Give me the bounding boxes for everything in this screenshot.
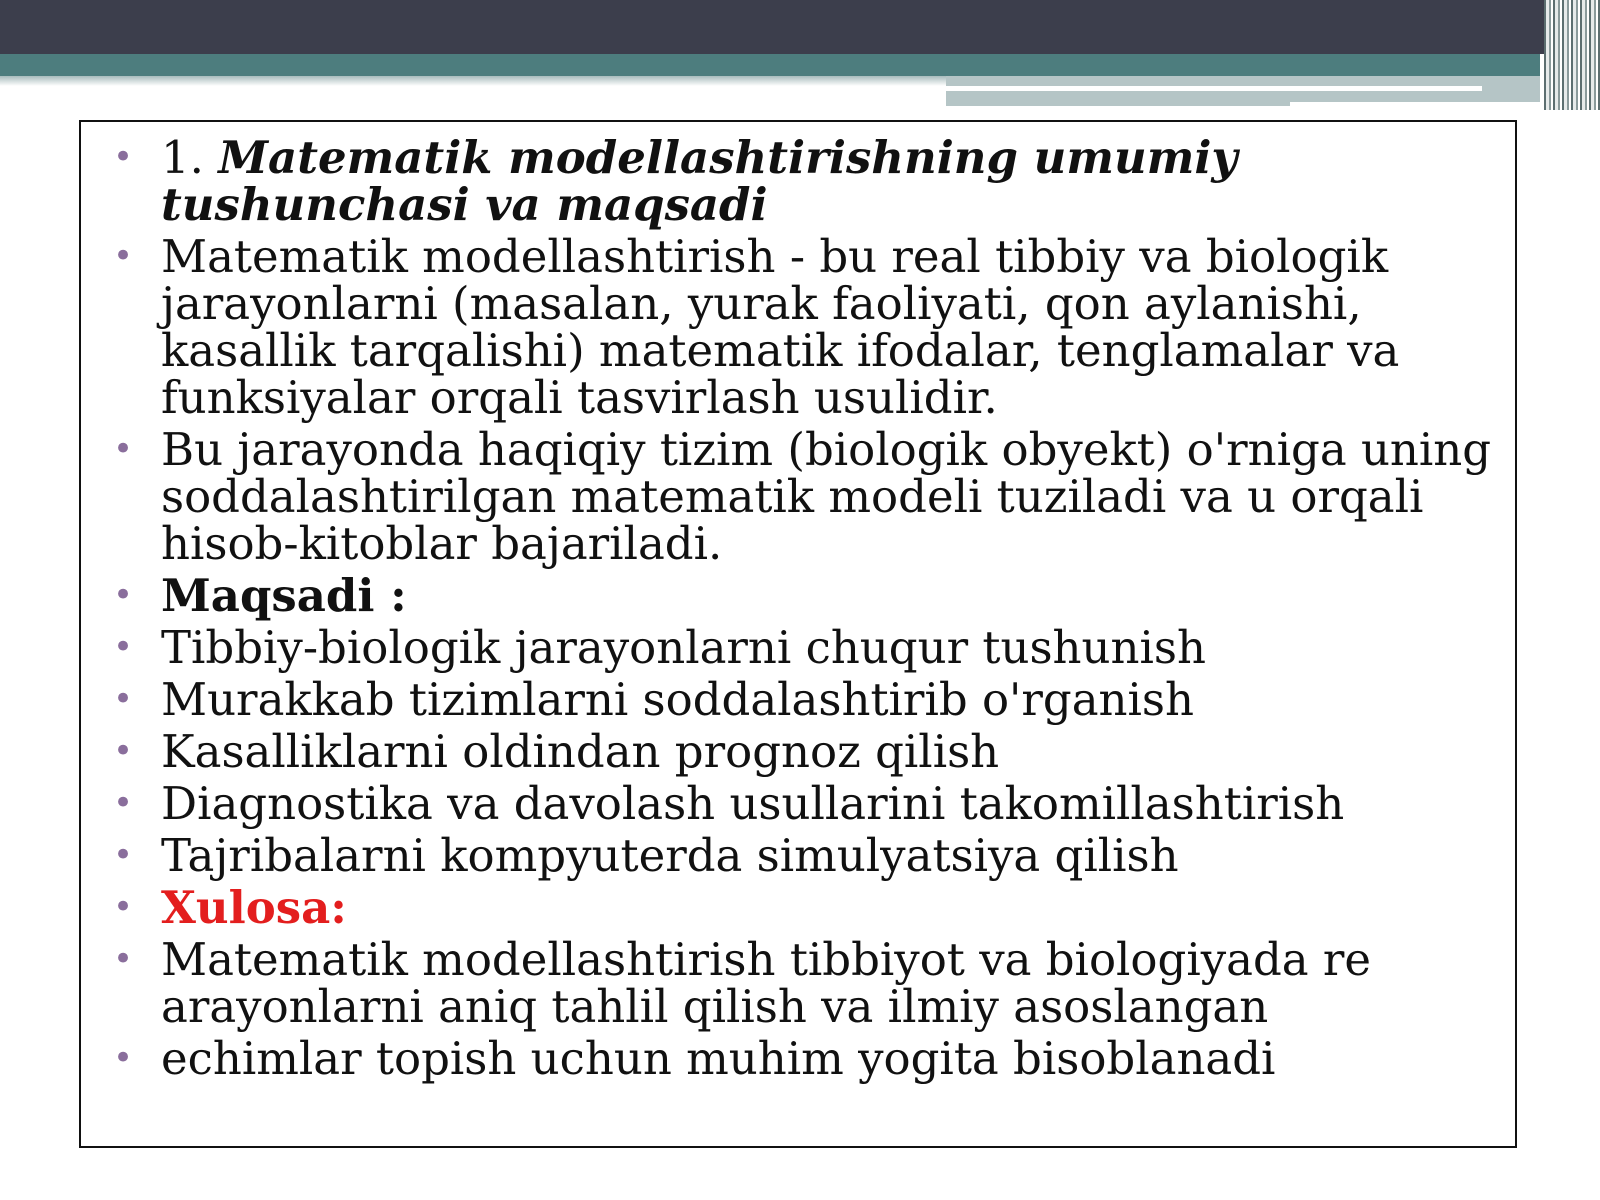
top-banner-stripe: [0, 54, 1540, 76]
bullet-icon: •: [113, 1038, 134, 1078]
bullet-icon: •: [113, 835, 134, 875]
bullet-icon: •: [113, 783, 134, 823]
bullet-icon: •: [113, 731, 134, 771]
list-item-conclusion-heading: [113, 881, 1493, 934]
heading-title: Matematik modellashtirishning umumiy tushunchasi va maqsadi: [161, 131, 1238, 231]
top-banner-shadow: [0, 76, 946, 86]
top-banner-vertical-stripes: [1544, 0, 1600, 110]
list-item: [113, 621, 1493, 674]
list-item: [113, 230, 1493, 424]
list-item: [113, 725, 1493, 778]
bullet-icon: •: [113, 575, 134, 615]
item-text: echimlar topish uchun muhim yogita bisoblanadi: [161, 1032, 1276, 1085]
top-banner: [0, 0, 1600, 54]
item-text: Tajribalarni kompyuterda simulyatsiya qilish: [161, 829, 1179, 882]
heading-number: 1.: [161, 131, 219, 184]
bullet-icon: •: [113, 627, 134, 667]
bullet-icon: •: [113, 429, 134, 469]
top-banner-right-line: [1290, 102, 1580, 107]
bullet-list: [113, 131, 1493, 1087]
bullet-icon: •: [113, 887, 134, 927]
conclusion-heading: Xulosa:: [161, 881, 347, 934]
list-item: [113, 423, 1493, 570]
bullet-icon: •: [113, 679, 134, 719]
item-text: Kasalliklarni oldindan prognoz qilish: [161, 725, 1000, 778]
list-item-goals-heading: [113, 569, 1493, 622]
bullet-icon: •: [113, 236, 134, 276]
item-text: Tibbiy-biologik jarayonlarni chuqur tushunish: [161, 621, 1206, 674]
list-item: [113, 673, 1493, 726]
item-text: Murakkab tizimlarni soddalashtirib o'rganish: [161, 673, 1195, 726]
goals-heading: Maqsadi :: [161, 569, 407, 622]
item-text: Bu jarayonda haqiqiy tizim (biologik obyekt) o'rniga uning soddalashtirilgan matematik modeli tuziladi va u orqali hisob-kitoblar bajariladi.: [161, 423, 1492, 570]
list-item: [113, 933, 1493, 1033]
list-item-heading: [113, 131, 1493, 231]
item-text: Matematik modellashtirish tibbiyot va biologiyada re arayonlarni aniq tahlil qilish va ilmiy asoslangan: [161, 933, 1372, 1033]
slide-content-box: [79, 120, 1517, 1148]
list-item: [113, 829, 1493, 882]
item-text: Diagnostika va davolash usullarini takomillashtirish: [161, 777, 1345, 830]
item-text: Matematik modellashtirish - bu real tibbiy va biologik jarayonlarni (masalan, yurak faoliyati, qon aylanishi, kasallik tarqalishi) matematik ifodalar, tenglamalar va funksiyalar orqali tasvirlash usulidir.: [161, 230, 1400, 424]
list-item: [113, 777, 1493, 830]
top-banner-right-line: [946, 86, 1482, 91]
bullet-icon: •: [113, 939, 134, 979]
bullet-icon: •: [113, 137, 134, 177]
list-item: [113, 1032, 1493, 1085]
